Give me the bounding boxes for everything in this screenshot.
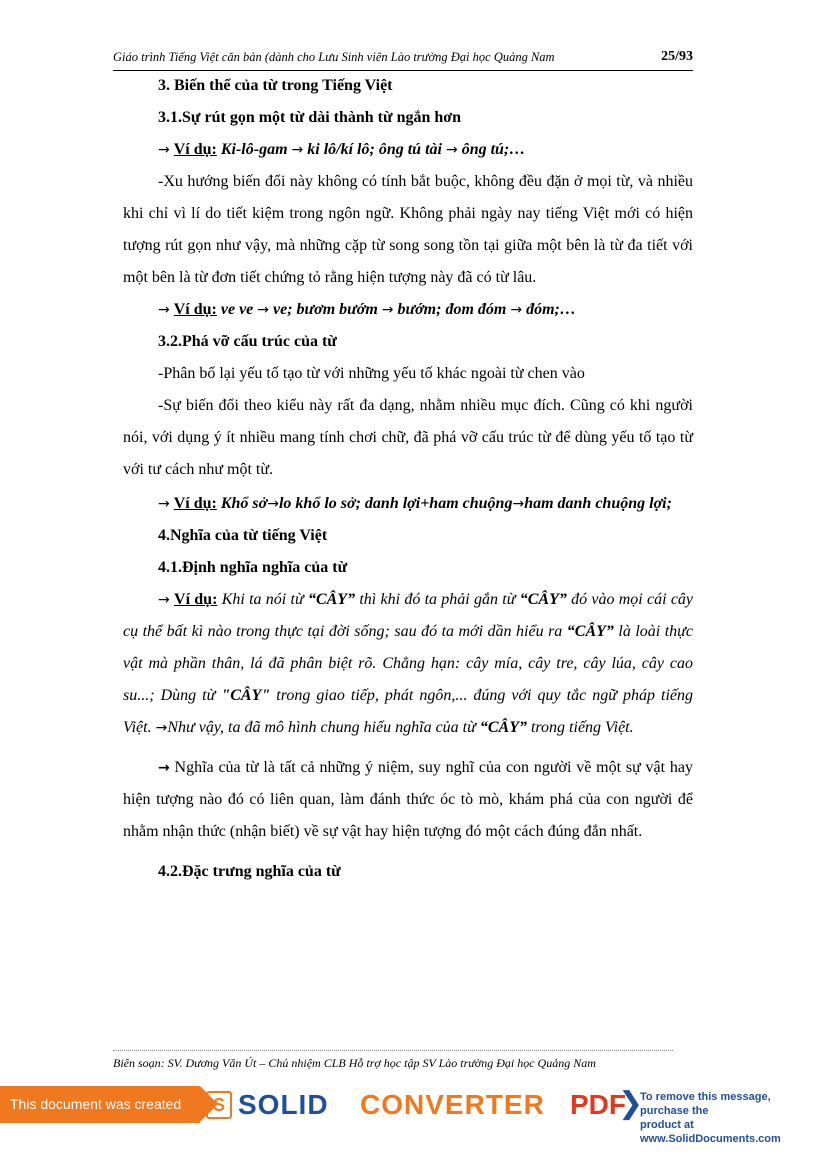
paragraph-3-2-a: -Phân bố lại yếu tố tạo từ với những yếu tố khác ngoài từ chen vào	[158, 365, 585, 382]
paragraph-3-2-b: -Sự biến đổi theo kiểu này rất đa dạng, nhằm nhiều mục đích. Cũng có khi người nói, với dụng ý ít nhiều mang tính chơi chữ, đã phá vỡ cấu trúc từ để dùng yếu tố tạo từ với tư cách như một từ.	[123, 397, 693, 478]
example-text: ve; bươm bướm	[273, 301, 378, 318]
example-text: Ki-lô-gam	[220, 141, 288, 158]
section-heading-4-2: 4.2.Đặc trưng nghĩa của từ	[158, 863, 341, 880]
section-heading-3-1: 3.1.Sự rút gọn một từ dài thành từ ngắn hơn	[158, 109, 462, 126]
brand-converter: CONVERTER	[360, 1089, 545, 1120]
example-text: đóm;…	[526, 301, 576, 318]
arrow-icon: →	[510, 302, 523, 318]
example-text: ve ve	[220, 301, 254, 318]
example-text: là loài thực vật mà phần thân, lá đã phân biệt rõ. Chẳng hạn: cây mía, cây tre, cây lúa, cây cao su...; Dùng từ	[123, 623, 694, 704]
example-text: ông tú;…	[461, 141, 526, 158]
banner-purchase-link[interactable]	[640, 1090, 816, 1146]
arrow-icon: →	[381, 302, 394, 318]
section-heading-4-1: 4.1.Định nghĩa nghĩa của từ	[158, 559, 348, 576]
example-4-1	[123, 584, 693, 744]
example-3-1	[123, 134, 693, 166]
example-text: Khổ sở	[220, 495, 268, 512]
example-text: Như vậy, ta đã mô hình chung hiểu nghĩa của từ	[167, 719, 480, 736]
section-heading-3: 3. Biến thể của từ trong Tiếng Việt	[158, 77, 393, 94]
page-number: 25/93	[661, 49, 693, 64]
arrow-icon: →	[267, 496, 279, 512]
banner-left-text: This document was created using	[0, 1086, 200, 1123]
quoted-word: “CÂY”	[566, 623, 614, 640]
arrow-icon: →	[158, 142, 170, 158]
converter-banner[interactable]	[0, 1086, 816, 1149]
example-text: ki lô/kí lô; ông tú tài	[307, 141, 442, 158]
example-text: lo khổ lo sở; danh lợi+ham chuộng	[278, 495, 513, 512]
quoted-word: “CÂY”	[307, 591, 356, 608]
example-3-2	[123, 488, 693, 520]
example-label: Ví dụ:	[173, 495, 217, 512]
example-text: ham danh chuộng lợi;	[524, 495, 672, 512]
example-label: Ví dụ:	[173, 301, 217, 318]
arrow-icon: →	[512, 496, 525, 512]
footer-credit: Biên soạn: SV. Dương Văn Út – Chủ nhiệm CLB Hỗ trợ học tập SV Lào trường Đại học Quảng Nam	[113, 1056, 596, 1070]
quoted-word: "CÂY"	[221, 687, 271, 704]
paragraph-3-1: -Xu hướng biến đổi này không có tính bắt buộc, không đều đặn ở mọi từ, và nhiều khi chỉ vì lí do tiết kiệm trong ngôn ngữ. Không phải ngày nay tiếng Việt mới có hiện tượng rút gọn như vậy, mà những cặp từ song song tồn tại giữa một bên là từ đa tiết với một bên là từ đơn tiết chứng tỏ rằng hiện tượng này đã có từ lâu.	[123, 173, 693, 286]
arrow-icon: →	[158, 760, 170, 776]
arrow-icon: →	[158, 302, 170, 318]
brand-pdf: PDF	[570, 1089, 626, 1120]
example-label: Ví dụ:	[174, 591, 218, 608]
header-title: Giáo trình Tiếng Việt căn bản (dành cho Lưu Sinh viên Lào trường Đại học Quảng Nam	[113, 50, 555, 64]
arrow-icon: →	[445, 142, 458, 158]
example-text: trong tiếng Việt.	[526, 719, 634, 736]
quoted-word: “CÂY”	[519, 591, 567, 608]
example-text: trong giao tiếp, phát ngôn,... đúng với quy tắc ngữ pháp tiếng Việt.	[123, 687, 694, 736]
solid-logo-icon: S	[206, 1091, 232, 1119]
arrow-icon: →	[155, 720, 168, 736]
chevron-right-icon: ❯	[618, 1086, 644, 1121]
example-3-1-b	[123, 294, 693, 326]
paragraph-text: Nghĩa của từ là tất cả những ý niệm, suy nghĩ của con người về một sự vật hay hiện tượng nào đó có liên quan, làm đánh thức óc tò mò, khám phá của con người để nhằm nhận thức (nhận biết) về sự vật hay hiện tượng đó một cách đúng đắn nhất.	[123, 759, 694, 840]
arrow-icon: →	[257, 302, 269, 318]
example-text: Khi ta nói từ	[221, 591, 308, 608]
example-text: thì khi đó ta phải gắn từ	[355, 591, 520, 608]
example-text: đó vào mọi cái cây cụ thể bất kì nào trong thực tại đời sống; sau đó ta mới dần hiểu ra	[123, 591, 694, 640]
section-heading-3-2: 3.2.Phá vỡ cấu trúc của từ	[158, 333, 337, 350]
footer-divider	[113, 1050, 673, 1051]
brand-solid: SOLID	[238, 1089, 329, 1120]
example-text: bướm; đom đóm	[397, 301, 507, 318]
document-body	[123, 70, 693, 888]
page-header	[113, 46, 693, 71]
example-label: Ví dụ:	[173, 141, 217, 158]
arrow-icon: →	[291, 142, 304, 158]
arrow-icon: →	[158, 592, 170, 608]
banner-right-line-1: To remove this message, purchase the	[640, 1091, 771, 1117]
quoted-word: “CÂY”	[479, 719, 527, 736]
section-heading-4: 4.Nghĩa của từ tiếng Việt	[158, 527, 328, 544]
paragraph-4-1	[123, 752, 693, 848]
arrow-icon: →	[158, 496, 170, 512]
banner-right-line-2: product at www.SolidDocuments.com	[640, 1119, 781, 1145]
